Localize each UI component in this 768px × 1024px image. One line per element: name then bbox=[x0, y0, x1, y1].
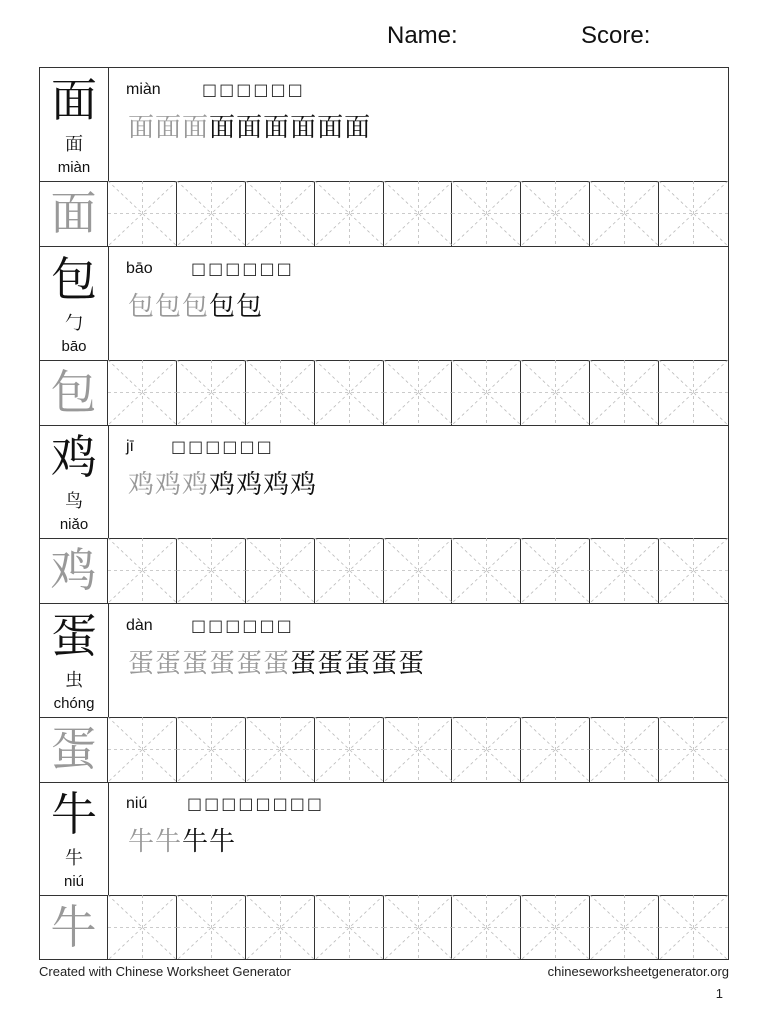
practice-grid-cell[interactable] bbox=[590, 181, 659, 246]
character-section bbox=[40, 247, 728, 426]
grid-guide-lines bbox=[659, 181, 728, 246]
radical-pinyin: niǎo bbox=[59, 516, 89, 534]
grid-guide-lines bbox=[452, 717, 521, 782]
character-cell bbox=[40, 782, 109, 895]
grid-guide-lines bbox=[177, 538, 246, 603]
practice-grid-cell[interactable] bbox=[108, 538, 177, 603]
character-info-row bbox=[40, 247, 728, 361]
stroke-order bbox=[128, 110, 371, 146]
character-section bbox=[40, 782, 728, 961]
stroke-order bbox=[128, 467, 317, 503]
stroke-step: 蛋 bbox=[236, 648, 264, 679]
practice-grid-cell[interactable] bbox=[315, 181, 384, 246]
grid-guide-lines bbox=[384, 895, 453, 960]
character-info-row bbox=[40, 68, 728, 182]
practice-grid-cell[interactable] bbox=[521, 538, 590, 603]
stroke-step: 蛋 bbox=[398, 648, 426, 679]
stroke-step: 面 bbox=[128, 113, 156, 143]
grid-guide-lines bbox=[315, 181, 384, 246]
stroke-step: 蛋 bbox=[344, 648, 372, 679]
grid-guide-lines bbox=[659, 717, 728, 782]
meaning: □□□□□□ bbox=[171, 437, 274, 457]
practice-grid-cell[interactable] bbox=[452, 895, 521, 960]
practice-grid-cell[interactable] bbox=[177, 360, 246, 425]
stroke-step: 面 bbox=[209, 113, 237, 143]
stroke-step: 蛋 bbox=[128, 648, 156, 679]
practice-grid-cell[interactable] bbox=[108, 360, 177, 425]
grid-guide-lines bbox=[177, 181, 246, 246]
practice-grid-cell[interactable] bbox=[246, 717, 315, 782]
radical: 鸟 bbox=[65, 491, 83, 513]
grid-guide-lines bbox=[246, 360, 315, 425]
grid-guide-lines bbox=[108, 538, 177, 603]
grid-guide-lines bbox=[246, 717, 315, 782]
grid-guide-lines bbox=[452, 181, 521, 246]
main-character: 蛋 bbox=[51, 608, 97, 663]
footer-site: chineseworksheetgenerator.org bbox=[547, 964, 729, 979]
practice-row bbox=[40, 717, 728, 783]
practice-row bbox=[40, 181, 728, 247]
practice-grid-cell[interactable] bbox=[246, 895, 315, 960]
practice-grid-cell[interactable] bbox=[521, 360, 590, 425]
stroke-step: 蛋 bbox=[182, 648, 210, 679]
character-cell bbox=[40, 247, 109, 360]
pinyin: jī bbox=[126, 438, 134, 456]
grid-guide-lines bbox=[108, 717, 177, 782]
grid-guide-lines bbox=[108, 181, 177, 246]
practice-row bbox=[40, 360, 728, 426]
grid-guide-lines bbox=[521, 360, 590, 425]
grid-guide-lines bbox=[452, 895, 521, 960]
stroke-step: 牛 bbox=[155, 827, 183, 858]
radical: 面 bbox=[65, 134, 83, 155]
radical-pinyin: niú bbox=[63, 873, 85, 891]
radical-pinyin: bāo bbox=[61, 337, 87, 355]
stroke-step: 面 bbox=[155, 113, 183, 143]
stroke-step: 包 bbox=[236, 291, 264, 322]
grid-guide-lines bbox=[384, 181, 453, 246]
grid-guide-lines bbox=[315, 717, 384, 782]
stroke-step: 鸡 bbox=[182, 470, 210, 501]
practice-grid-cell[interactable] bbox=[246, 181, 315, 246]
stroke-step: 包 bbox=[182, 291, 210, 322]
page-number: 1 bbox=[715, 986, 723, 1001]
practice-grid-cell[interactable] bbox=[315, 895, 384, 960]
grid-guide-lines bbox=[177, 895, 246, 960]
character-section bbox=[40, 604, 728, 783]
practice-grid-cell[interactable] bbox=[384, 181, 453, 246]
practice-grid-cell[interactable] bbox=[521, 181, 590, 246]
stroke-step: 面 bbox=[236, 113, 264, 143]
grid-guide-lines bbox=[315, 538, 384, 603]
stroke-step: 蛋 bbox=[290, 648, 318, 679]
practice-grid-cell[interactable] bbox=[590, 895, 659, 960]
grid-guide-lines bbox=[315, 895, 384, 960]
grid-guide-lines bbox=[246, 181, 315, 246]
grid-guide-lines bbox=[315, 360, 384, 425]
trace-character: 蛋 bbox=[40, 717, 108, 782]
grid-guide-lines bbox=[108, 895, 177, 960]
pinyin: miàn bbox=[126, 81, 161, 98]
character-section bbox=[40, 68, 728, 247]
stroke-step: 包 bbox=[155, 291, 183, 322]
grid-guide-lines bbox=[590, 538, 659, 603]
stroke-step: 鸡 bbox=[128, 470, 156, 501]
stroke-step: 鸡 bbox=[236, 470, 264, 501]
stroke-step: 鸡 bbox=[209, 470, 237, 501]
grid-guide-lines bbox=[452, 360, 521, 425]
stroke-step: 包 bbox=[209, 291, 237, 322]
grid-guide-lines bbox=[521, 538, 590, 603]
practice-grid-cell[interactable] bbox=[384, 895, 453, 960]
grid-guide-lines bbox=[177, 717, 246, 782]
stroke-step: 牛 bbox=[182, 827, 210, 858]
stroke-step: 面 bbox=[344, 113, 372, 143]
character-section bbox=[40, 425, 728, 604]
practice-row bbox=[40, 895, 728, 960]
grid-guide-lines bbox=[384, 538, 453, 603]
stroke-step: 鸡 bbox=[155, 470, 183, 501]
stroke-step: 面 bbox=[182, 113, 210, 143]
practice-grid-cell[interactable] bbox=[177, 538, 246, 603]
practice-grid-cell[interactable] bbox=[659, 895, 728, 960]
pinyin: niú bbox=[126, 795, 148, 813]
practice-grid-cell[interactable] bbox=[452, 538, 521, 603]
pinyin: bāo bbox=[126, 259, 153, 277]
trace-character: 鸡 bbox=[40, 538, 108, 603]
grid-guide-lines bbox=[177, 360, 246, 425]
grid-guide-lines bbox=[659, 360, 728, 425]
stroke-step: 蛋 bbox=[263, 648, 291, 679]
character-cell bbox=[40, 604, 109, 717]
main-character: 牛 bbox=[51, 787, 97, 842]
stroke-step: 面 bbox=[317, 113, 345, 143]
practice-grid-cell[interactable] bbox=[108, 895, 177, 960]
stroke-step: 鸡 bbox=[263, 470, 291, 501]
practice-grid-cell[interactable] bbox=[315, 717, 384, 782]
radical: 勹 bbox=[65, 312, 83, 334]
stroke-order bbox=[128, 824, 236, 860]
practice-grid-cell[interactable] bbox=[384, 538, 453, 603]
grid-guide-lines bbox=[590, 895, 659, 960]
practice-grid-cell[interactable] bbox=[452, 717, 521, 782]
main-character: 鸡 bbox=[51, 430, 97, 485]
stroke-step: 蛋 bbox=[209, 648, 237, 679]
character-info-row bbox=[40, 604, 728, 718]
grid-guide-lines bbox=[590, 360, 659, 425]
trace-character: 面 bbox=[40, 181, 108, 246]
main-character: 面 bbox=[51, 73, 97, 127]
radical: 虫 bbox=[65, 669, 83, 691]
stroke-step: 蛋 bbox=[155, 648, 183, 679]
grid-guide-lines bbox=[452, 538, 521, 603]
practice-grid-cell[interactable] bbox=[452, 181, 521, 246]
grid-guide-lines bbox=[246, 895, 315, 960]
practice-grid-cell[interactable] bbox=[590, 717, 659, 782]
practice-grid-cell[interactable] bbox=[659, 538, 728, 603]
practice-grid-cell[interactable] bbox=[384, 717, 453, 782]
practice-grid-cell[interactable] bbox=[177, 895, 246, 960]
practice-grid-cell[interactable] bbox=[315, 360, 384, 425]
grid-guide-lines bbox=[659, 538, 728, 603]
trace-character: 包 bbox=[40, 360, 108, 425]
stroke-step: 蛋 bbox=[317, 648, 345, 679]
stroke-step: 鸡 bbox=[290, 470, 318, 501]
stroke-step: 包 bbox=[128, 291, 156, 322]
grid-guide-lines bbox=[246, 538, 315, 603]
stroke-step: 牛 bbox=[128, 827, 156, 858]
practice-grid-cell[interactable] bbox=[521, 717, 590, 782]
practice-grid-cell[interactable] bbox=[521, 895, 590, 960]
meaning: □□□□□□ bbox=[202, 80, 305, 99]
practice-grid-cell[interactable] bbox=[384, 360, 453, 425]
name-label: Name: bbox=[387, 22, 458, 49]
practice-grid-cell[interactable] bbox=[108, 181, 177, 246]
practice-grid-cell[interactable] bbox=[246, 538, 315, 603]
grid-guide-lines bbox=[659, 895, 728, 960]
grid-guide-lines bbox=[384, 360, 453, 425]
worksheet bbox=[39, 67, 729, 960]
meaning: □□□□□□ bbox=[191, 615, 294, 635]
radical: 牛 bbox=[65, 848, 83, 870]
stroke-step: 蛋 bbox=[371, 648, 399, 679]
practice-grid-cell[interactable] bbox=[659, 717, 728, 782]
practice-grid-cell[interactable] bbox=[315, 538, 384, 603]
practice-grid-cell[interactable] bbox=[452, 360, 521, 425]
practice-grid-cell[interactable] bbox=[177, 717, 246, 782]
footer-credit: Created with Chinese Worksheet Generator bbox=[39, 964, 291, 979]
grid-guide-lines bbox=[384, 717, 453, 782]
character-cell bbox=[40, 68, 109, 181]
stroke-order bbox=[128, 289, 263, 325]
practice-grid-cell[interactable] bbox=[246, 360, 315, 425]
grid-guide-lines bbox=[590, 181, 659, 246]
practice-grid-cell[interactable] bbox=[659, 181, 728, 246]
meaning: □□□□□□□□ bbox=[187, 794, 324, 814]
trace-character: 牛 bbox=[40, 895, 108, 960]
main-character: 包 bbox=[51, 251, 97, 306]
practice-row bbox=[40, 538, 728, 604]
stroke-step: 面 bbox=[290, 113, 318, 143]
character-info-row bbox=[40, 425, 728, 539]
practice-grid-cell[interactable] bbox=[590, 360, 659, 425]
practice-grid-cell[interactable] bbox=[177, 181, 246, 246]
meaning: □□□□□□ bbox=[191, 258, 294, 278]
score-label: Score: bbox=[581, 22, 651, 49]
stroke-order bbox=[128, 646, 425, 682]
grid-guide-lines bbox=[108, 360, 177, 425]
practice-grid-cell[interactable] bbox=[659, 360, 728, 425]
grid-guide-lines bbox=[521, 717, 590, 782]
pinyin: dàn bbox=[126, 616, 153, 634]
character-cell bbox=[40, 425, 109, 538]
grid-guide-lines bbox=[590, 717, 659, 782]
practice-grid-cell[interactable] bbox=[108, 717, 177, 782]
stroke-step: 面 bbox=[263, 113, 291, 143]
grid-guide-lines bbox=[521, 895, 590, 960]
character-info-row bbox=[40, 782, 728, 896]
radical-pinyin: chóng bbox=[53, 694, 95, 712]
stroke-step: 牛 bbox=[209, 827, 237, 858]
practice-grid-cell[interactable] bbox=[590, 538, 659, 603]
grid-guide-lines bbox=[521, 181, 590, 246]
radical-pinyin: miàn bbox=[57, 159, 91, 176]
